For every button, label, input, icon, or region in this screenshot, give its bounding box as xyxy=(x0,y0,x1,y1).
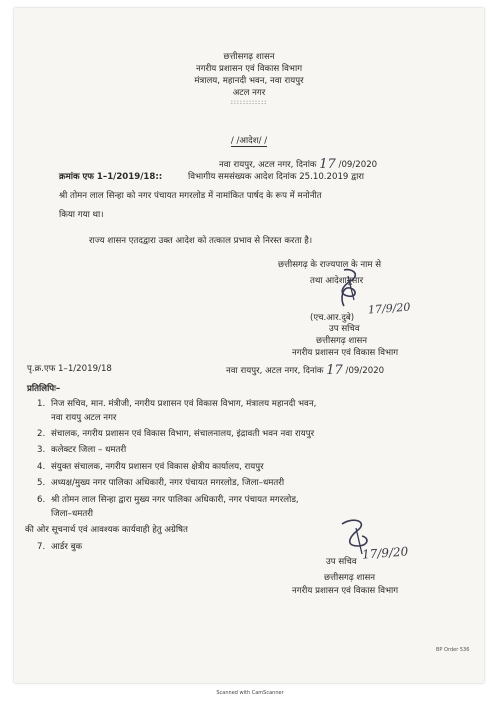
copy-item-3-num: 3. xyxy=(37,445,46,455)
order-number: क्रमांक एफ 1–1/2019/18:: xyxy=(59,172,163,182)
copy-item-1-line2: नवा रायपु अटल नगर xyxy=(51,413,117,423)
order-ref-stamp: BP Order 536 xyxy=(436,647,470,653)
order-date-line xyxy=(219,158,377,171)
signatory2-dept: नगरीय प्रशासन एवं विकास विभाग xyxy=(292,586,399,596)
copy-item-6-line1: श्री तोमन लाल सिन्हा द्वारा मुख्य नगर पालिका अधिकारी, नगर पंचायत मगरलोड, xyxy=(51,495,299,505)
copy-item-2-num: 2. xyxy=(37,429,46,439)
signatory1-handwritten-date: 17/9/20 xyxy=(367,300,411,317)
copy-heading: प्रतिलिपिः– xyxy=(27,384,61,394)
copy-item-7-text: आर्डर बुक xyxy=(51,542,83,552)
copy-date-month-year: /09/2020 xyxy=(345,366,385,376)
scanner-watermark: Scanned with CamScanner xyxy=(216,690,284,696)
governor-line1: छत्तीसगढ़ के राज्यपाल के नाम से xyxy=(278,260,382,270)
copy-item-1-line1: निज सचिव, मान. मंत्रीजी, नगरीय प्रशासन एवं विकास विभाग, मंत्रालय महानदी भवन, xyxy=(51,399,317,409)
header-city: अटल नगर xyxy=(232,88,266,98)
document-page xyxy=(14,8,484,683)
copy-item-6-num: 6. xyxy=(37,495,46,505)
signatory1-govt: छत्तीसगढ़ शासन xyxy=(316,336,368,346)
copy-number: पृ.क्र.एफ 1–1/2019/18 xyxy=(27,364,112,374)
header-address: मंत्रालय, महानदी भवन, नवा रायपुर xyxy=(194,76,304,86)
copy-place-date-prefix: नवा रायपुर, अटल नगर, दिनांक xyxy=(226,366,324,376)
copy-item-4-line1: संयुक्त संचालक, नगरीय प्रशासन एवं विकास क्षेत्रीय कार्यालय, रायपुर xyxy=(51,462,264,472)
order-title: / /आदेश/ / xyxy=(230,136,268,146)
signatory2-handwritten-date: 17/9/20 xyxy=(361,544,409,562)
governor-line2: तथा आदेशानुसार xyxy=(310,276,364,286)
copy-item-5-line1: अध्यक्ष/मुख्य नगर पालिका अधिकारी, नगर पंचायत मगरलोड, जिला–धमतरी xyxy=(51,478,285,488)
header-underline: :::::::::::: xyxy=(230,99,268,106)
order-date-day: 17 xyxy=(319,157,336,172)
copy-item-5-num: 5. xyxy=(37,478,46,488)
order-date-month-year: /09/2020 xyxy=(338,160,378,170)
copy-item-1-num: 1. xyxy=(37,399,46,409)
copy-date-day: 17 xyxy=(326,363,343,378)
copy-item-6-line2: जिला–धमतरी xyxy=(51,509,94,519)
header-govt: छत्तीसगढ़ शासन xyxy=(223,52,275,62)
signatory2-designation: उप सचिव xyxy=(326,557,357,567)
copy-note: की ओर सूचनार्थ एवं आवश्यक कार्यवाही हेतु अग्रेषित xyxy=(25,525,188,535)
copy-item-3-line1: कलेक्टर जिला – धमतरी xyxy=(51,445,127,455)
signatory1-dept: नगरीय प्रशासन एवं विकास विभाग xyxy=(292,348,399,358)
order-place-date-prefix: नवा रायपुर, अटल नगर, दिनांक xyxy=(219,160,317,170)
order-para2: राज्य शासन एतदद्वारा उक्त आदेश को तत्काल प्रभाव से निरस्त करता है। xyxy=(89,236,313,246)
signatory1-designation: उप सचिव xyxy=(329,324,360,334)
order-para1-line2: श्री तोमन लाल सिन्हा को नगर पंचायत मगरलोड में नामांकित पार्षद के रूप में मनोनीत xyxy=(59,191,322,201)
order-reference: विभागीय समसंख्यक आदेश दिनांक 25.10.2019 द्वारा xyxy=(188,172,365,182)
copy-item-2-line1: संचालक, नगरीय प्रशासन एवं विकास विभाग, संचालनालय, इंद्रावती भवन नवा रायपुर xyxy=(51,429,315,439)
signatory1-name: (एच.आर.दुबे) xyxy=(310,313,355,323)
order-para1-line3: किया गया था। xyxy=(59,210,104,220)
signatory2-govt: छत्तीसगढ़ शासन xyxy=(324,573,376,583)
header-department: नगरीय प्रशासन एवं विकास विभाग xyxy=(195,64,303,74)
signature-1 xyxy=(330,266,370,310)
copy-date-line xyxy=(226,364,384,377)
copy-item-7-num: 7. xyxy=(37,542,46,552)
copy-item-4-num: 4. xyxy=(37,462,46,472)
